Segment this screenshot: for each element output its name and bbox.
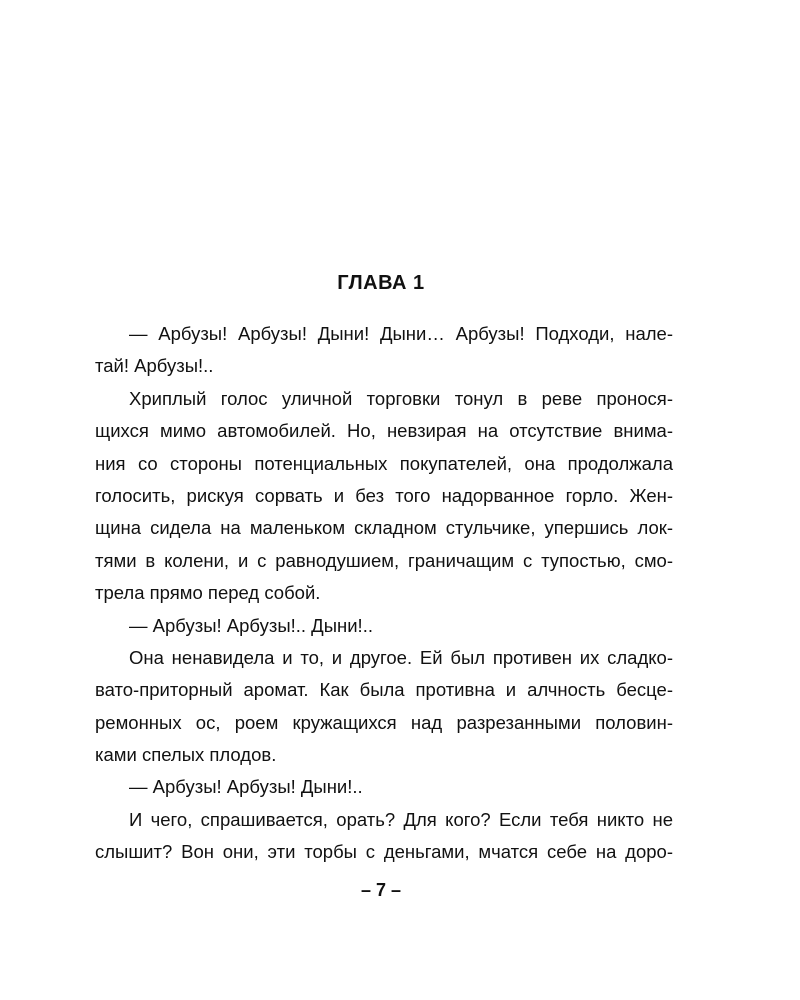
text-line: И чего, спрашивается, орать? Для кого? Если тебя никто не — [129, 808, 673, 830]
text-line: ремонных ос, роем кружащихся над разрезанными половин- — [95, 711, 673, 733]
text-line: тай! Арбузы!.. — [95, 355, 214, 377]
text-line: — Арбузы! Арбузы! Дыни! Дыни… Арбузы! Подходи, нале- — [129, 323, 673, 344]
text-line: щихся мимо автомобилей. Но, невзирая на отсутствие внима- — [95, 420, 673, 442]
body-text — [95, 318, 673, 869]
text-line: — Арбузы! Арбузы! Дыни!.. — [129, 776, 363, 798]
text-line: ками спелых плодов. — [95, 744, 277, 766]
page-number: – 7 – — [360, 880, 402, 900]
text-line: Она ненавидела и то, и другое. Ей был противен их сладко- — [129, 646, 673, 668]
text-line: тями в колени, и с равнодушием, граничащим с тупостью, смо- — [95, 549, 673, 571]
text-line: вато-приторный аромат. Как была противна и алчность бесце- — [95, 679, 673, 701]
text-line: Хриплый голос уличной торговки тонул в реве пронося- — [129, 387, 673, 409]
text-line: голосить, рискуя сорвать и без того надорванное горло. Жен- — [95, 484, 673, 506]
text-line: — Арбузы! Арбузы!.. Дыни!.. — [129, 614, 373, 636]
chapter-title: ГЛАВА 1 — [337, 272, 425, 294]
text-line: трела прямо перед собой. — [95, 582, 321, 604]
text-line: слышит? Вон они, эти торбы с деньгами, мчатся себе на доро- — [95, 841, 673, 863]
text-line: щина сидела на маленьком складном стульчике, упершись лок- — [95, 517, 673, 539]
text-line: ния со стороны потенциальных покупателей, она продолжала — [95, 452, 673, 474]
